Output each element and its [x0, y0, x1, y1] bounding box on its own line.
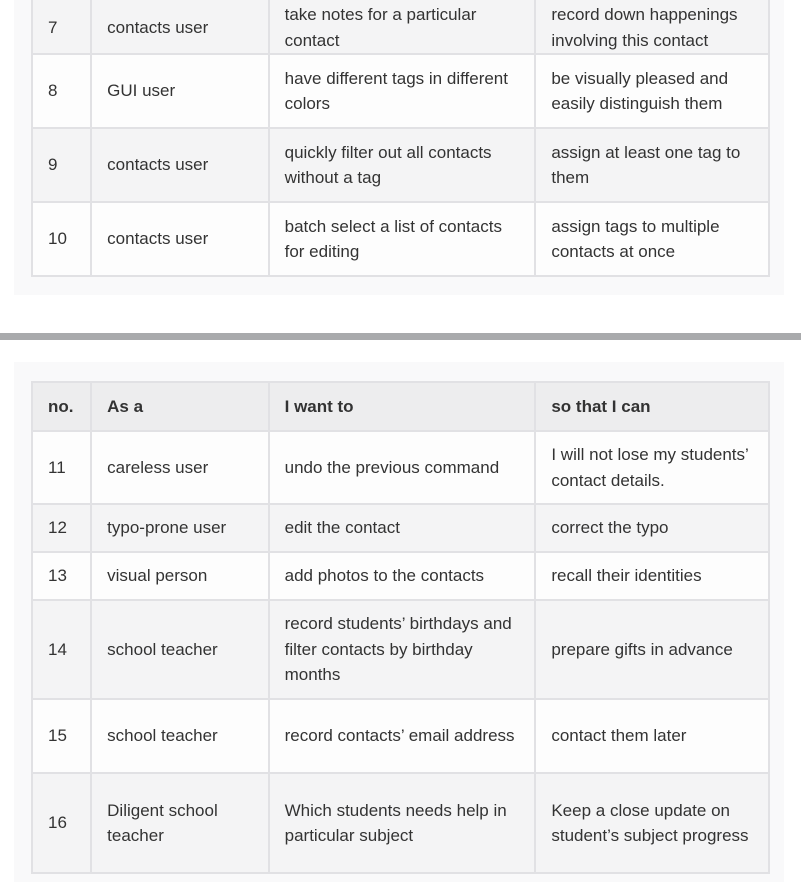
column-header-so-that: so that I can — [535, 382, 769, 431]
role-cell: school teacher — [91, 600, 268, 699]
row-number: 10 — [32, 202, 91, 276]
table-row — [32, 431, 769, 504]
table-row — [32, 773, 769, 873]
role-cell: Diligent school teacher — [91, 773, 268, 873]
benefit-cell: prepare gifts in advance — [535, 600, 769, 699]
user-stories-panel-top — [14, 0, 784, 295]
benefit-cell: assign at least one tag to them — [535, 128, 769, 202]
row-number: 13 — [32, 552, 91, 600]
goal-cell: add photos to the contacts — [269, 552, 536, 600]
benefit-cell: Keep a close update on student’s subject progress — [535, 773, 769, 873]
benefit-cell: be visually pleased and easily distinguish them — [535, 54, 769, 128]
row-number: 7 — [32, 0, 91, 54]
table-row — [32, 128, 769, 202]
column-header-want: I want to — [269, 382, 536, 431]
column-header-as-a: As a — [91, 382, 268, 431]
table-row — [32, 0, 769, 54]
column-header-no: no. — [32, 382, 91, 431]
goal-cell: record students’ birthdays and filter contacts by birthday months — [269, 600, 536, 699]
row-number: 11 — [32, 431, 91, 504]
row-number: 14 — [32, 600, 91, 699]
role-cell: contacts user — [91, 128, 268, 202]
goal-cell: have different tags in different colors — [269, 54, 536, 128]
row-number: 12 — [32, 504, 91, 552]
row-number: 16 — [32, 773, 91, 873]
goal-cell: quickly filter out all contacts without a tag — [269, 128, 536, 202]
role-cell: contacts user — [91, 202, 268, 276]
role-cell: school teacher — [91, 699, 268, 773]
goal-cell: Which students needs help in particular subject — [269, 773, 536, 873]
benefit-cell: record down happenings involving this contact — [535, 0, 769, 54]
table-row — [32, 600, 769, 699]
goal-cell: record contacts’ email address — [269, 699, 536, 773]
table-header-row — [32, 382, 769, 431]
goal-cell: batch select a list of contacts for editing — [269, 202, 536, 276]
benefit-cell: correct the typo — [535, 504, 769, 552]
role-cell: contacts user — [91, 0, 268, 54]
table-row — [32, 202, 769, 276]
row-number: 15 — [32, 699, 91, 773]
user-stories-table-bottom — [31, 381, 770, 874]
benefit-cell: assign tags to multiple contacts at once — [535, 202, 769, 276]
benefit-cell: I will not lose my students’ contact details. — [535, 431, 769, 504]
table-row — [32, 552, 769, 600]
table-row — [32, 504, 769, 552]
goal-cell: edit the contact — [269, 504, 536, 552]
row-number: 8 — [32, 54, 91, 128]
role-cell: careless user — [91, 431, 268, 504]
goal-cell: take notes for a particular contact — [269, 0, 536, 54]
user-stories-panel-bottom — [14, 362, 784, 882]
goal-cell: undo the previous command — [269, 431, 536, 504]
role-cell: GUI user — [91, 54, 268, 128]
table-row — [32, 54, 769, 128]
benefit-cell: recall their identities — [535, 552, 769, 600]
table-row — [32, 699, 769, 773]
role-cell: typo-prone user — [91, 504, 268, 552]
row-number: 9 — [32, 128, 91, 202]
role-cell: visual person — [91, 552, 268, 600]
user-stories-table-top — [31, 0, 770, 277]
section-divider — [0, 333, 801, 340]
benefit-cell: contact them later — [535, 699, 769, 773]
